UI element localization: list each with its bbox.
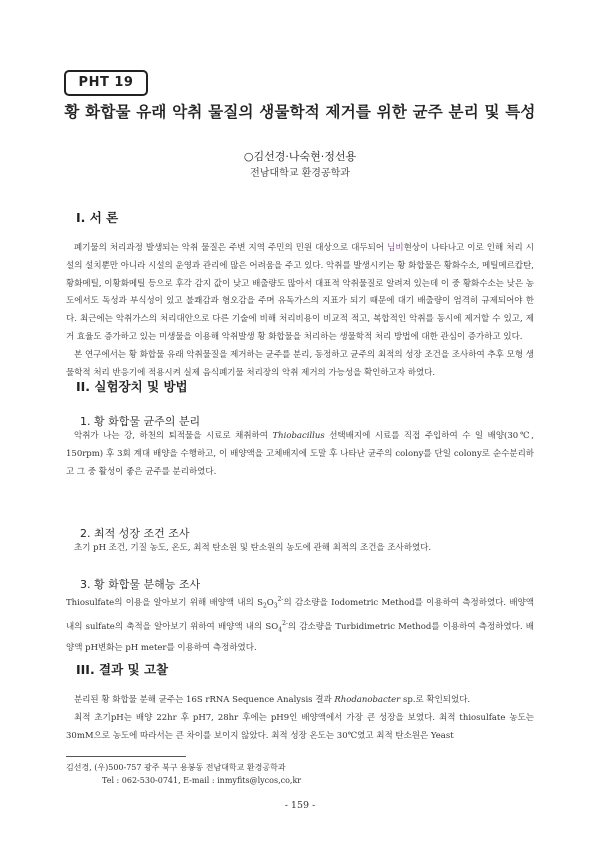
session-badge: PHT 19 xyxy=(64,70,148,96)
intro-paragraph-1: 폐기물의 처리과정 발생되는 악취 물질은 주변 지역 주민의 민원 대상으로 대두되어 님비현상이 나타나고 이로 인해 처리 시설의 설치뿐만 아니라 시설의 운영과 관리에 많은 어려움을 주고 있다. 악취를 발생시키는 황 화합물은 황화수소, 메틸메르캅탄, 황화메틸, 이황화메틸 등으로 후각 감지 값이 낮고 배출량도 많아서 대표적 악취물질로 알려져 있는데 이 중 황화수소는 낮은 농도에서도 독성과 부식성이 있고 불쾌감과 혐오감을 주며 유독가스의 지표가 되기 때문에 대기 배출량이 엄격히 규제되어야 한다. 최근에는 악취가스의 처리대안으로 다른 기술에 비해 처리비용이 비교적 적고, 복합적인 악취를 동시에 제거할 수 있고, 제거 효율도 증가하고 있는 미생물을 이용해 악취발생 황 화합물을 처리하는 생물학적 처리 방법에 대한 관심이 증가하고 있다. xyxy=(66,243,534,342)
methods-body-2: 초기 pH 조건, 기질 농도, 온도, 최적 탄소원 및 탄소원의 농도에 관해 최적의 조건을 조사하였다. xyxy=(74,543,432,553)
intro-body xyxy=(66,240,534,382)
affiliation: 전남대학교 환경공학과 xyxy=(250,168,350,179)
species-name: Thiobacillus xyxy=(272,431,325,441)
footnote-divider xyxy=(66,756,186,757)
footnote-contact: Tel : 062-530-0741, E-mail : inmyfits@lycos,co,kr xyxy=(102,776,302,785)
species-name: Rhodanobacter xyxy=(334,695,401,705)
intro-paragraph-2: 본 연구에서는 황 화합물 유래 악취물질을 제거하는 균주를 분리, 동정하고 균주의 최적의 성장 조건을 조사하여 추후 모형 생물학적 처리 반응기에 적용시켜 실제 음식폐기물 처리장의 악취 제거의 가능성을 확인하고자 하였다. xyxy=(66,349,534,378)
subsection-heading-1: 1. 황 화합물 균주의 분리 xyxy=(80,415,201,428)
results-body: 분리된 황 화합물 분해 균주는 16S rRNA Sequence Analysis 결과 Rhodanobacter sp.로 확인되었다. 최적 초기pH는 배양 22hr 후 pH7, 28hr 후에는 pH9인 배양액에서 가장 큰 성장을 보였다. 최적 thiosulfate 농도는 30mM으로 농도에 따라서는 큰 차이를 보이지 않았다. 최적 성장 온도는 30℃였고 최적 탄소원은 Yeast xyxy=(66,695,534,741)
authors: ○김선경·나숙현·정선용 xyxy=(243,150,357,163)
page-number: - 159 - xyxy=(284,800,316,811)
footnote-address: 김선경, (우)500-757 광주 북구 용봉동 전남대학교 환경공학과 xyxy=(66,763,286,772)
subsection-heading-3: 3. 황 화합물 분해능 조사 xyxy=(80,578,201,591)
section-heading-methods: II. 실험장치 및 방법 xyxy=(76,379,188,394)
paper-title: 황 화합물 유래 악취 물질의 생물학적 제거를 위한 균주 분리 및 특성 xyxy=(64,103,536,121)
methods-body-3: Thiosulfate의 이용을 알아보기 위해 배양액 내의 $S_2O_3^{2-}$의 감소량을 Iodometric Method를 이용하여 측정하였다. 배양액 내의 sulfate의 축적을 알아보기 위하여 배양액 내의 $SO_4^{2-}$의 감소량을 Turbidimetric Method를 이용하여 측정하였다. 배양액 pH변화는 pH meter를 이용하여 측정하였다. xyxy=(66,596,534,653)
subsection-heading-2: 2. 최적 성장 조건 조사 xyxy=(80,527,190,540)
highlighted-term: 님비 xyxy=(387,243,404,253)
section-heading-results: III. 결과 및 고찰 xyxy=(76,662,169,677)
footnote xyxy=(66,761,301,787)
section-heading-intro: I. 서 론 xyxy=(76,210,119,225)
methods-body-1: 악취가 나는 강, 하천의 퇴적물을 시료로 채취하여 Thiobacillus 선택배지에 시료를 직접 주입하여 수 일 배양(30℃, 150rpm) 후 3회 계대 배양을 수행하고, 이 배양액을 고체배지에 도말 후 나타난 균주의 colony를 단일 colony로 순수분리하고 그 중 활성이 좋은 균주를 분리하였다. xyxy=(66,431,534,477)
